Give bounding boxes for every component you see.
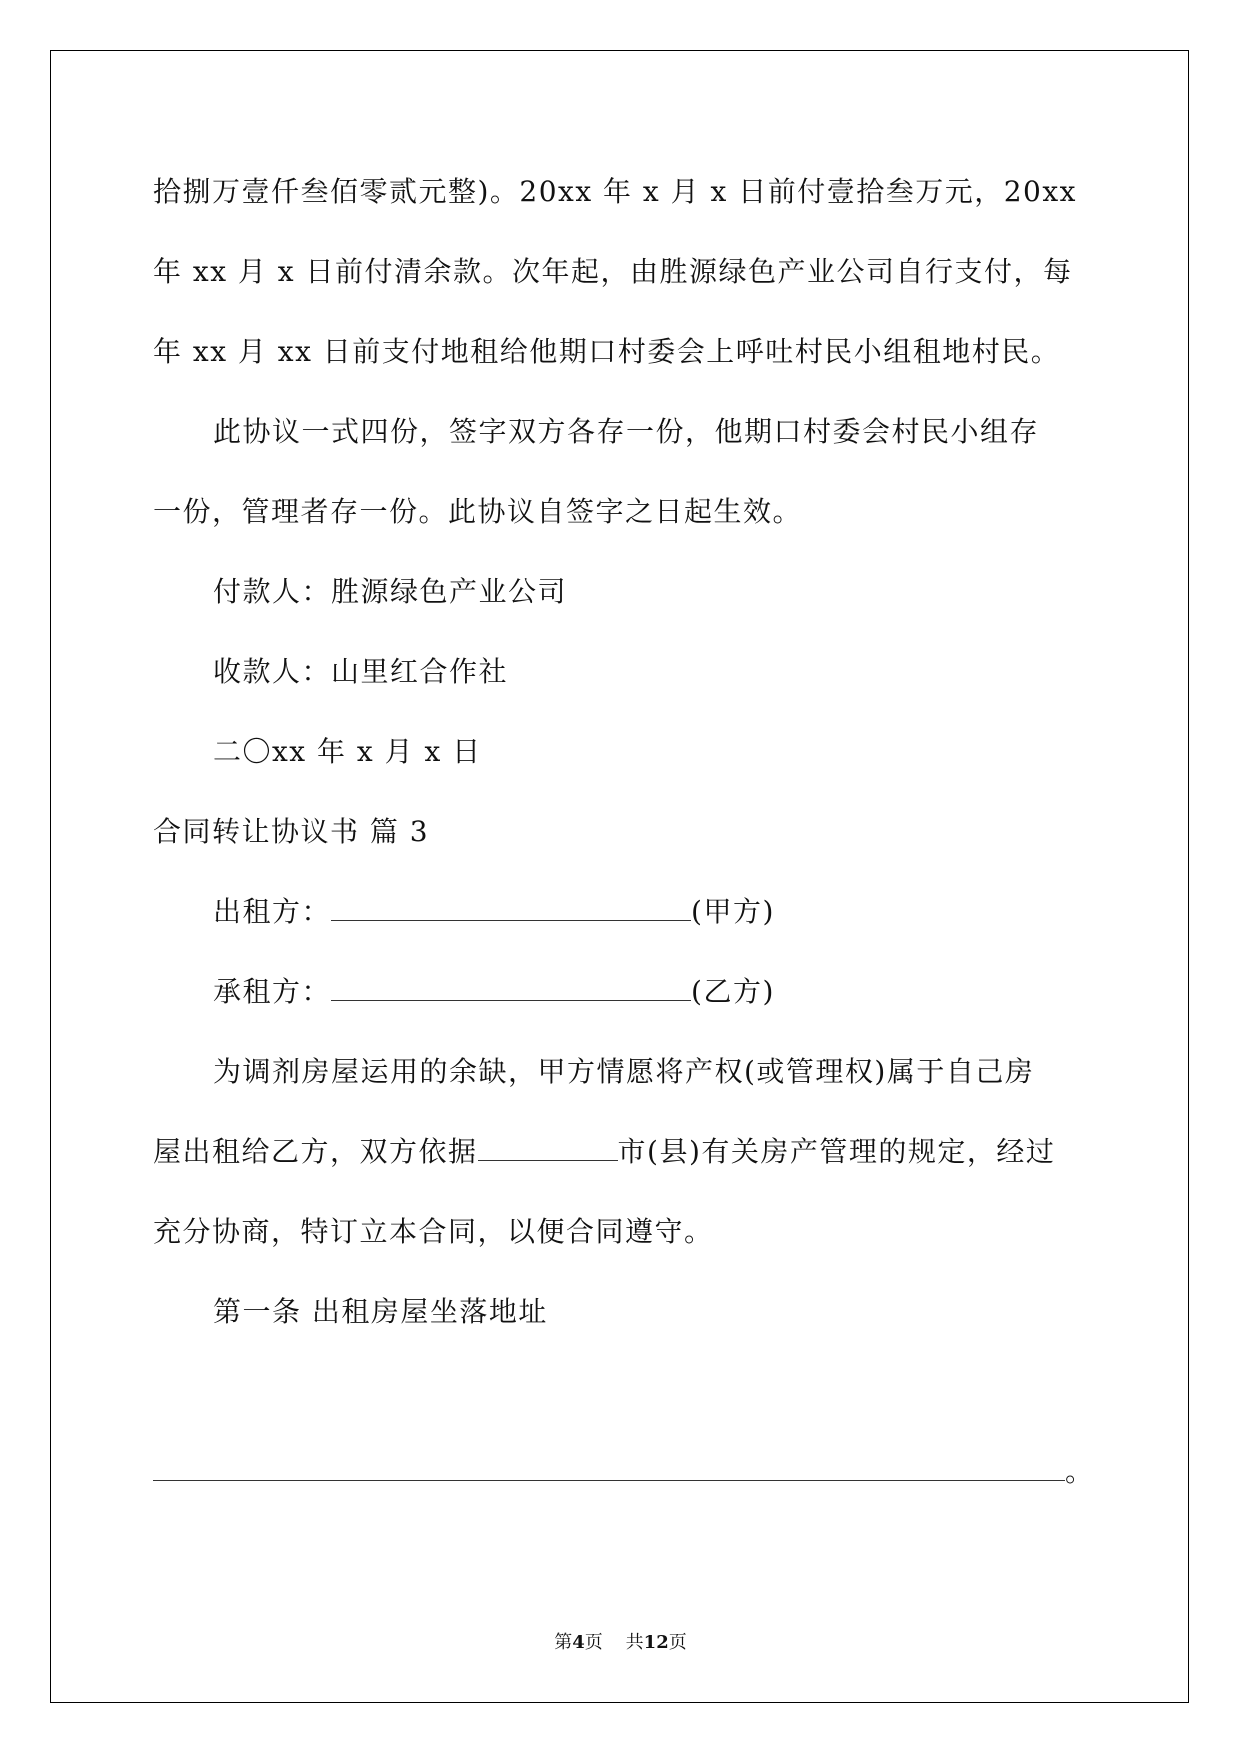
- lessee-blank: [331, 974, 691, 1001]
- footer-middle: 页 共: [584, 1632, 644, 1653]
- page-footer: [0, 1628, 1241, 1654]
- payee-line: 收款人：山里红合作社: [213, 655, 509, 688]
- footer-total-pages: 12: [643, 1632, 669, 1653]
- lessor-blank: [331, 894, 691, 921]
- paragraph-line: 拾捌万壹仟叁佰零贰元整)。20xx 年 x 月 x 日前付壹拾叁万元，20xx: [153, 175, 1077, 208]
- p3-suffix: 市(县)有关房产管理的规定，经过: [617, 1135, 1056, 1168]
- paragraph-line: 年 xx 月 x 日前付清余款。次年起，由胜源绿色产业公司自行支付，每: [153, 255, 1073, 288]
- footer-page-number: 4: [572, 1632, 585, 1653]
- paragraph-line: 年 xx 月 xx 日前支付地租给他期口村委会上呼吐村民小组租地村民。: [153, 335, 1061, 368]
- payer-line: 付款人：胜源绿色产业公司: [213, 575, 568, 608]
- lessor-line: [213, 892, 775, 932]
- date-line: 二〇xx 年 x 月 x 日: [213, 735, 482, 768]
- lessor-label: 出租方：: [213, 895, 332, 928]
- lessee-label: 承租方：: [213, 975, 332, 1008]
- paragraph-line: 为调剂房屋运用的余缺，甲方情愿将产权(或管理权)属于自己房: [213, 1055, 1035, 1088]
- footer-prefix: 第: [554, 1632, 573, 1653]
- paragraph-line: 一份，管理者存一份。此协议自签字之日起生效。: [153, 495, 803, 528]
- article-heading: 第一条 出租房屋坐落地址: [213, 1295, 548, 1328]
- city-blank: [478, 1134, 618, 1161]
- address-blank: [153, 1454, 1065, 1481]
- section-title: 合同转让协议书 篇 3: [153, 815, 430, 848]
- paragraph-line: 充分协商，特订立本合同，以便合同遵守。: [153, 1215, 714, 1248]
- paragraph-line: 此协议一式四份，签字双方各存一份，他期口村委会村民小组存: [213, 415, 1040, 448]
- p3-prefix: 屋出租给乙方，双方依据: [153, 1135, 478, 1168]
- lessee-line: [213, 972, 775, 1012]
- lessee-suffix: (乙方): [691, 975, 775, 1008]
- address-end: 。: [1065, 1455, 1095, 1488]
- address-line: [153, 1452, 1095, 1492]
- footer-suffix: 页: [668, 1632, 687, 1653]
- paragraph-line: [153, 1132, 1055, 1172]
- lessor-suffix: (甲方): [691, 895, 775, 928]
